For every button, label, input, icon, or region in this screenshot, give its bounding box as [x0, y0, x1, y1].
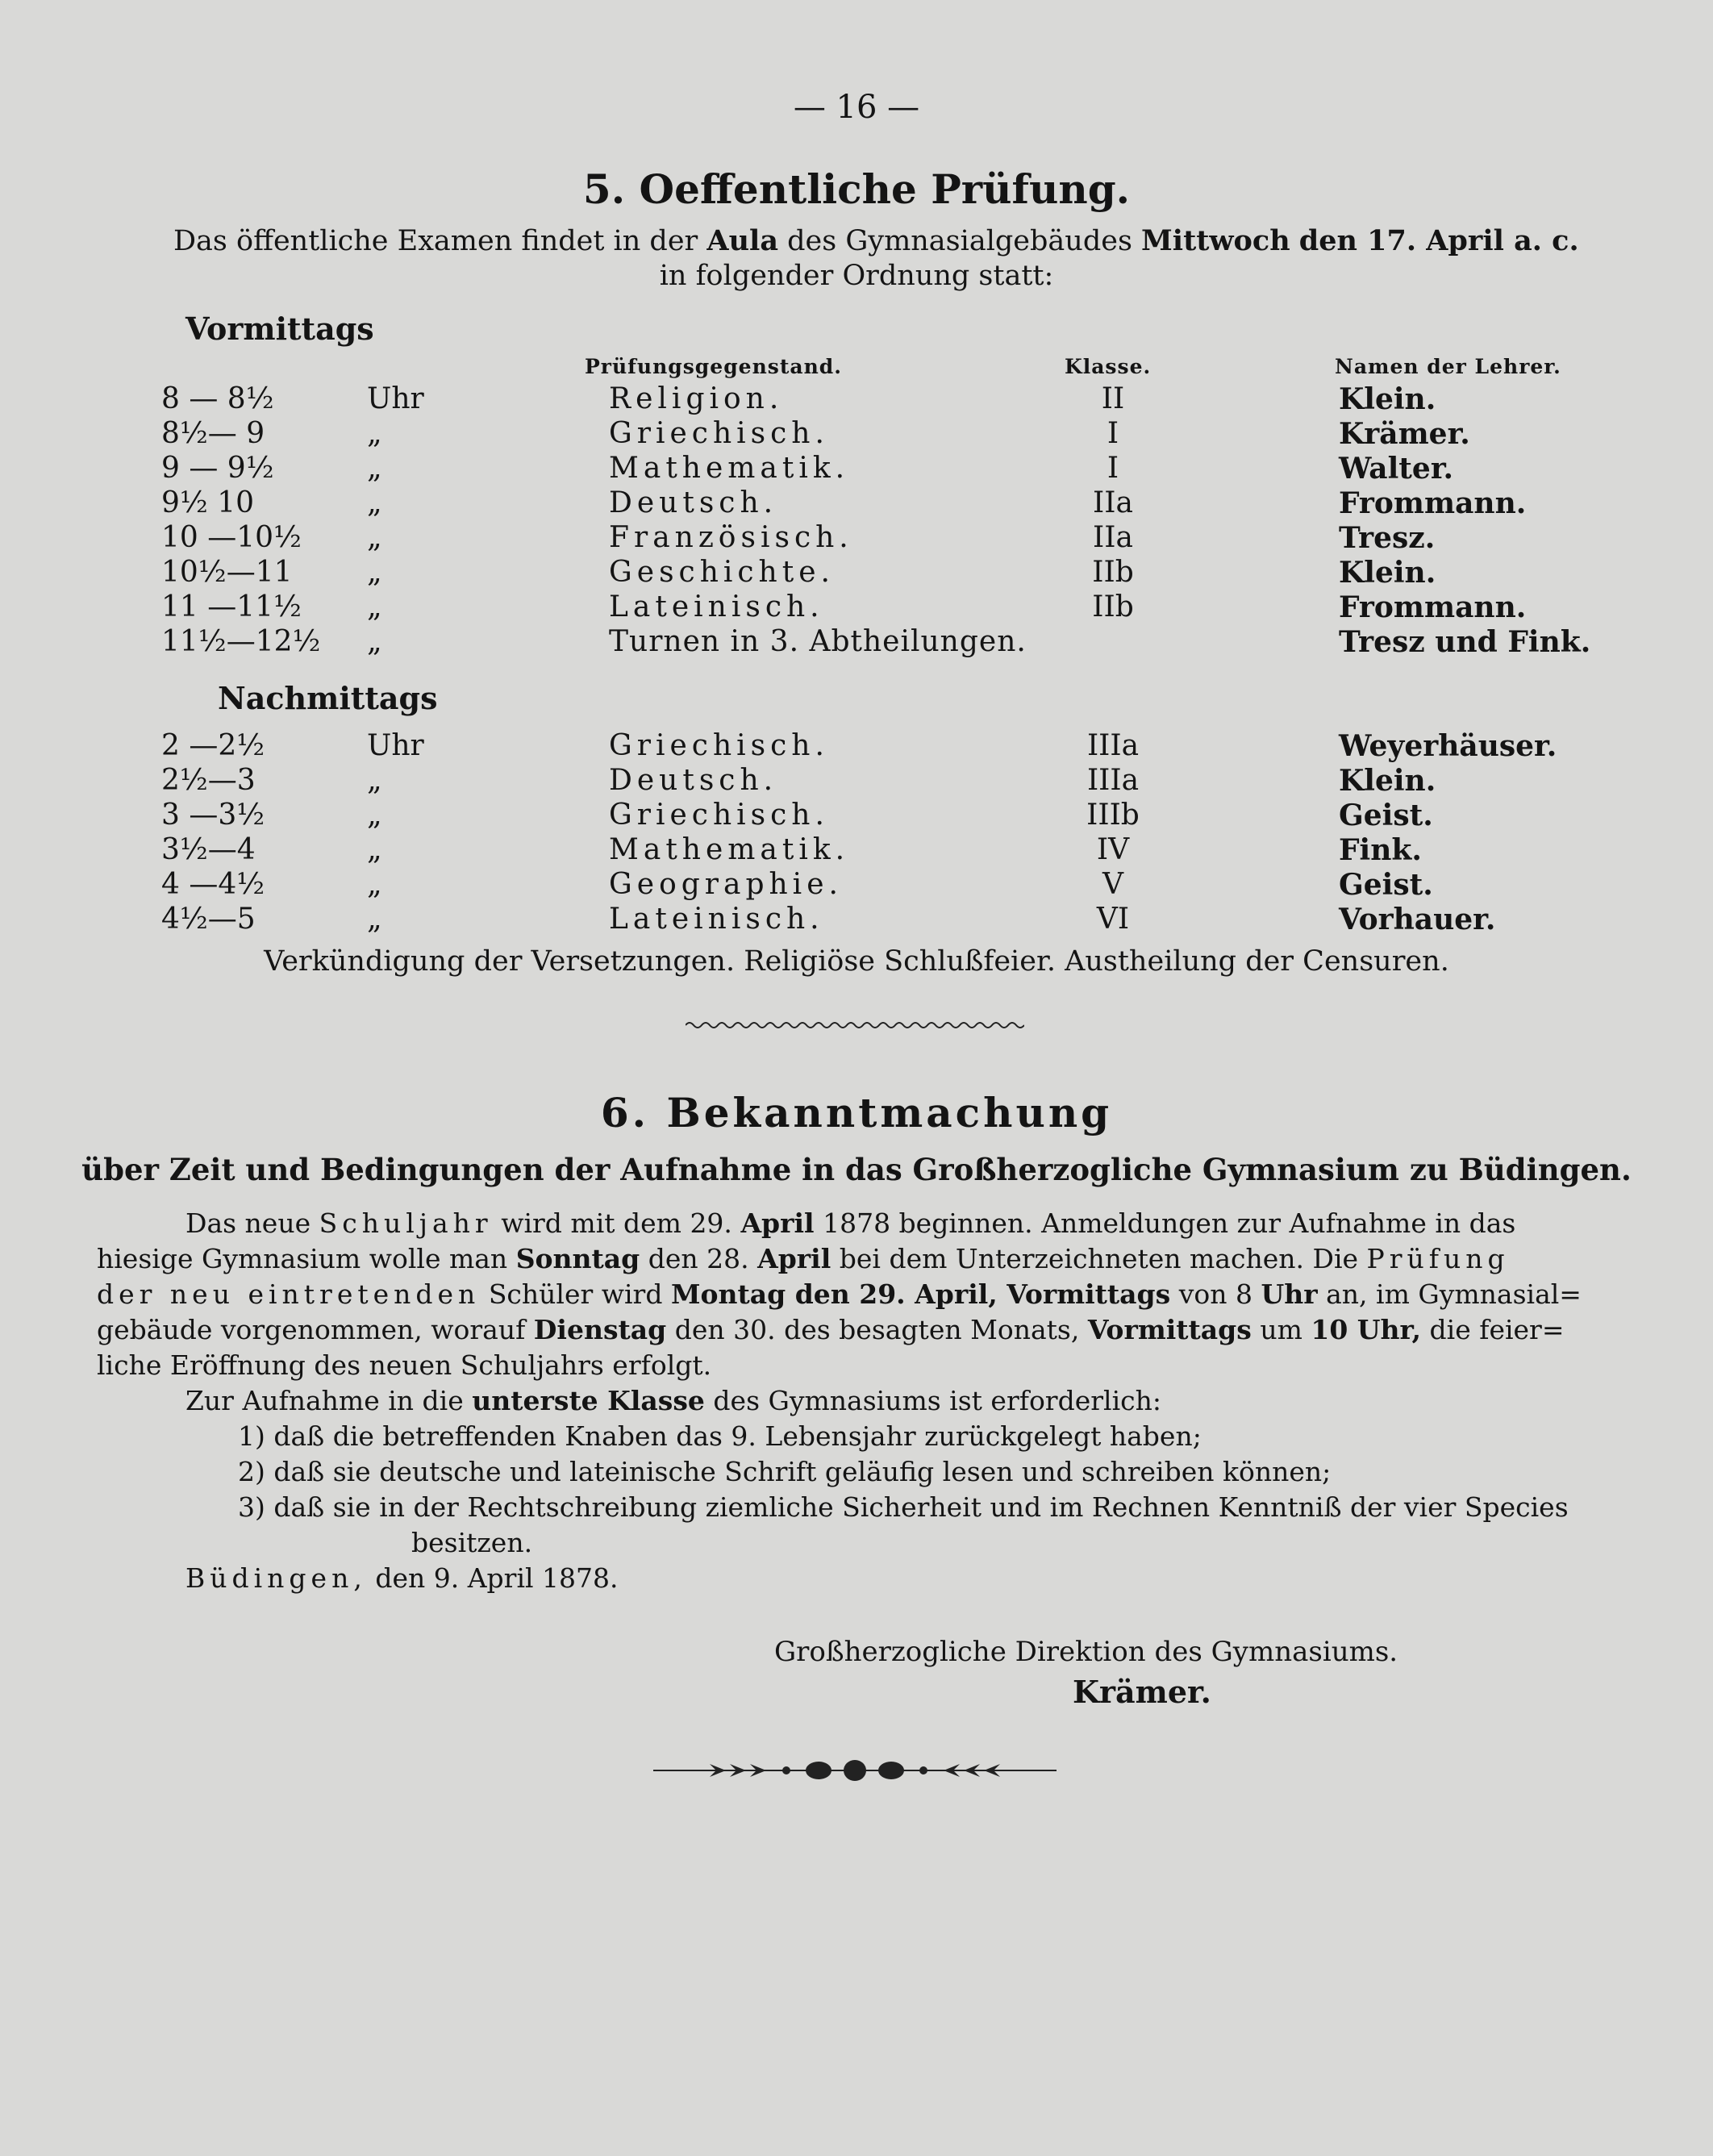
- row-time: 3½—4: [161, 833, 256, 866]
- section5-intro-line2: in folgender Ordnung statt:: [659, 260, 1054, 292]
- text: Prüfung: [1366, 1243, 1510, 1274]
- text: Uhr: [1261, 1278, 1318, 1310]
- row-teacher: Frommann.: [1339, 590, 1527, 624]
- schedule-row: [0, 417, 1713, 452]
- dateline-date: den 9. April 1878.: [375, 1562, 619, 1594]
- row-time: 4½—5: [161, 903, 256, 936]
- row-teacher: Geist.: [1339, 799, 1433, 832]
- condition-2: 2) daß sie deutsche und lateinische Schrift geläufig lesen und schreiben können;: [238, 1456, 1332, 1487]
- intro-text-a: Das öffentliche Examen findet in der: [173, 225, 698, 257]
- row-class: IIIa: [1086, 764, 1140, 797]
- row-unit: Uhr: [367, 729, 424, 762]
- signature-org: Großherzogliche Direktion des Gymnasiums.: [774, 1636, 1398, 1668]
- row-time: 9½ 10: [161, 486, 255, 519]
- schedule-row: [0, 590, 1713, 626]
- para1-line1: [185, 1207, 1515, 1239]
- row-unit: „: [367, 417, 382, 450]
- row-time: 11 —11½: [161, 590, 302, 623]
- intro-day: Mittwoch: [1141, 224, 1290, 257]
- row-unit: Uhr: [367, 382, 424, 415]
- text: Schuljahr: [319, 1207, 493, 1239]
- row-class: IIa: [1093, 486, 1133, 519]
- header-subject: Prüfungsgegenstand.: [585, 355, 842, 378]
- row-class: IIIa: [1086, 729, 1140, 762]
- row-subject: Mathematik.: [609, 833, 850, 866]
- row-subject: Mathematik.: [609, 452, 850, 485]
- intro-text-b: des Gymnasialgebäudes: [787, 225, 1132, 257]
- row-time: 2 —2½: [161, 729, 265, 762]
- row-teacher: Tresz.: [1339, 521, 1436, 555]
- row-teacher: Klein.: [1339, 382, 1436, 416]
- header-class: Klasse.: [1065, 355, 1152, 378]
- row-subject: Deutsch.: [609, 486, 778, 519]
- row-subject: Geographie.: [609, 868, 843, 901]
- text: April: [740, 1207, 815, 1239]
- text: Sonntag: [515, 1243, 640, 1274]
- page-number: — 16 —: [793, 89, 920, 126]
- schedule-row: [0, 556, 1713, 591]
- row-teacher: Fink.: [1339, 833, 1422, 867]
- row-teacher: Vorhauer.: [1339, 903, 1496, 936]
- text: wird mit dem 29.: [501, 1207, 732, 1239]
- text: des Gymnasiums ist erforderlich:: [713, 1385, 1161, 1416]
- row-time: 4 —4½: [161, 868, 265, 901]
- schedule-row: [0, 625, 1713, 661]
- row-time: 3 —3½: [161, 799, 265, 832]
- row-teacher: Krämer.: [1339, 417, 1470, 451]
- signature-name: Krämer.: [1073, 1674, 1211, 1710]
- row-unit: „: [367, 799, 382, 832]
- text: von 8: [1178, 1278, 1252, 1310]
- schedule-row: [0, 903, 1713, 938]
- row-class: IIb: [1092, 556, 1134, 589]
- row-teacher: Geist.: [1339, 868, 1433, 902]
- row-subject: Geschichte.: [609, 556, 835, 589]
- text: den 28.: [648, 1243, 749, 1274]
- row-subject: Religion.: [609, 382, 784, 415]
- row-time: 10½—11: [161, 556, 293, 589]
- condition-3-cont: besitzen.: [411, 1527, 533, 1558]
- row-teacher: Weyerhäuser.: [1339, 729, 1557, 763]
- row-class: I: [1107, 417, 1119, 450]
- section5-intro-line1: [173, 224, 1579, 257]
- ornament-divider: [653, 1754, 1057, 1787]
- row-class: IV: [1096, 833, 1130, 866]
- condition-3: 3) daß sie in der Rechtschreibung ziemliche Sicherheit und im Rechnen Kenntniß der vier Species: [238, 1491, 1569, 1523]
- dateline: [185, 1562, 619, 1594]
- row-unit: „: [367, 903, 382, 936]
- afternoon-label: Nachmittags: [218, 680, 438, 716]
- row-unit: „: [367, 452, 382, 485]
- schedule-row: [0, 833, 1713, 869]
- text: der neu eintretenden: [97, 1278, 481, 1310]
- row-time: 8½— 9: [161, 417, 265, 450]
- row-unit: „: [367, 833, 382, 866]
- row-subject: Griechisch.: [609, 799, 829, 832]
- schedule-row: [0, 764, 1713, 799]
- row-class: IIa: [1093, 521, 1133, 554]
- text: hiesige Gymnasium wolle man: [97, 1243, 508, 1274]
- row-teacher: Frommann.: [1339, 486, 1527, 520]
- row-class: II: [1101, 382, 1125, 415]
- text: Vormittags: [1087, 1314, 1252, 1345]
- para1-line2: [97, 1243, 1510, 1274]
- morning-label: Vormittags: [185, 311, 374, 347]
- row-teacher: Klein.: [1339, 556, 1436, 590]
- row-unit: „: [367, 868, 382, 901]
- text: April: [757, 1243, 831, 1274]
- row-time: 9 — 9½: [161, 452, 274, 485]
- para1-line3: [97, 1278, 1582, 1310]
- row-unit: „: [367, 486, 382, 519]
- row-class: IIb: [1092, 590, 1134, 623]
- schedule-row: [0, 486, 1713, 522]
- text: Schüler wird: [488, 1278, 663, 1310]
- intro-date: den 17. April a. c.: [1298, 224, 1579, 257]
- condition-1: 1) daß die betreffenden Knaben das 9. Lebensjahr zurückgelegt haben;: [238, 1420, 1202, 1452]
- row-subject: Griechisch.: [609, 729, 829, 762]
- section6-title: 6. Bekanntmachung: [600, 1089, 1113, 1136]
- schedule-row: [0, 452, 1713, 487]
- intro-aula: Aula: [706, 224, 778, 257]
- row-time: 11½—12½: [161, 625, 321, 658]
- header-teacher: Namen der Lehrer.: [1335, 355, 1561, 378]
- para1-line5: liche Eröffnung des neuen Schuljahrs erfolgt.: [97, 1349, 712, 1381]
- section5-closing: Verkündigung der Versetzungen. Religiöse Schlußfeier. Austheilung der Censuren.: [264, 945, 1449, 978]
- section6-subtitle: über Zeit und Bedingungen der Aufnahme in das Großherzogliche Gymnasium zu Büdingen.: [81, 1152, 1632, 1187]
- row-subject: Turnen in 3. Abtheilungen.: [609, 625, 1027, 658]
- row-subject: Griechisch.: [609, 417, 829, 450]
- row-unit: „: [367, 556, 382, 589]
- row-time: 8 — 8½: [161, 382, 274, 415]
- row-time: 2½—3: [161, 764, 256, 797]
- text: die feier=: [1429, 1314, 1565, 1345]
- text: Das neue: [185, 1207, 311, 1239]
- text: Dienstag: [533, 1314, 667, 1345]
- text: bei dem Unterzeichneten machen. Die: [839, 1243, 1359, 1274]
- para1-line4: [97, 1314, 1564, 1345]
- text: 10 Uhr,: [1311, 1314, 1422, 1345]
- wavy-divider: [686, 1019, 1024, 1032]
- schedule-row: [0, 521, 1713, 557]
- text: 1878 beginnen. Anmeldungen zur Aufnahme in das: [823, 1207, 1516, 1239]
- schedule-row: [0, 868, 1713, 903]
- row-class: V: [1102, 868, 1123, 901]
- row-unit: „: [367, 625, 382, 658]
- row-subject: Lateinisch.: [609, 903, 824, 936]
- text: um: [1260, 1314, 1302, 1345]
- dateline-place: Büdingen,: [185, 1562, 367, 1594]
- row-unit: „: [367, 521, 382, 554]
- text: gebäude vorgenommen, worauf: [97, 1314, 526, 1345]
- row-teacher: Walter.: [1339, 452, 1454, 486]
- schedule-row: [0, 729, 1713, 765]
- schedule-row: [0, 799, 1713, 834]
- schedule-row: [0, 382, 1713, 418]
- text: an, im Gymnasial=: [1326, 1278, 1582, 1310]
- row-teacher: Tresz und Fink.: [1339, 625, 1591, 659]
- row-teacher: Klein.: [1339, 764, 1436, 798]
- row-unit: „: [367, 764, 382, 797]
- row-class: I: [1107, 452, 1119, 485]
- row-subject: Lateinisch.: [609, 590, 824, 623]
- text: Montag den 29. April, Vormittags: [670, 1278, 1171, 1310]
- para2: [185, 1385, 1161, 1416]
- row-time: 10 —10½: [161, 521, 302, 554]
- row-class: VI: [1096, 903, 1130, 936]
- text: Zur Aufnahme in die: [185, 1385, 464, 1416]
- row-class: IIIb: [1086, 799, 1140, 832]
- text: den 30. des besagten Monats,: [674, 1314, 1080, 1345]
- section5-title: 5. Oeffentliche Prüfung.: [582, 165, 1131, 213]
- row-subject: Französisch.: [609, 521, 853, 554]
- text: unterste Klasse: [472, 1385, 705, 1416]
- row-unit: „: [367, 590, 382, 623]
- row-subject: Deutsch.: [609, 764, 778, 797]
